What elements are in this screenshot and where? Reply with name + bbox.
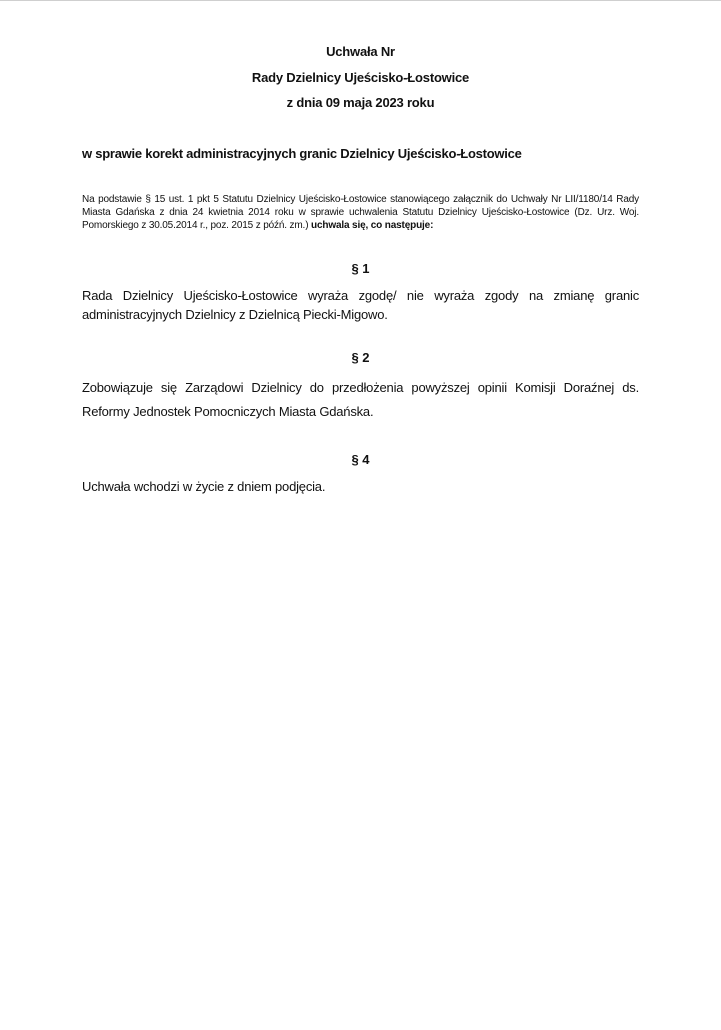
resolution-number-title: Uchwała Nr: [326, 44, 395, 59]
section-4-text: Uchwała wchodzi w życie z dniem podjęcia.: [82, 479, 326, 494]
section-1-text: Rada Dzielnicy Ujeścisko-Łostowice wyraża zgodę/ nie wyraża zgody na zmianę granic administracyjnych Dzielnicy z Dzielnicą Piecki-Migowo.: [82, 288, 639, 322]
section-1-heading: § 1: [351, 261, 370, 276]
legal-basis-enacting-clause: uchwala się, co następuje:: [311, 220, 434, 231]
resolution-date-title: z dnia 09 maja 2023 roku: [286, 95, 435, 110]
section-2-heading: § 2: [351, 350, 370, 365]
section-4-heading: § 4: [351, 452, 370, 467]
section-2-text: Zobowiązuje się Zarządowi Dzielnicy do przedłożenia powyższej opinii Komisji Doraźnej ds. Reformy Jednostek Pomocniczych Miasta Gdańska.: [82, 380, 639, 419]
legal-basis-text: Na podstawie § 15 ust. 1 pkt 5 Statutu Dzielnicy Ujeścisko-Łostowice stanowiącego załącznik do Uchwały Nr LII/1180/14 Rady Miasta Gdańska z dnia 24 kwietnia 2014 roku w sprawie uchwalenia Statutu Dzielnicy Ujeścisko-Łostowice (Dz. Urz. Woj. Pomorskiego z 30.05.2014 r., poz. 2015 z późń. zm.): [82, 194, 639, 231]
council-name-title: Rady Dzielnicy Ujeścisko-Łostowice: [251, 70, 470, 85]
resolution-subject: w sprawie korekt administracyjnych granic Dzielnicy Ujeścisko-Łostowice: [82, 146, 522, 161]
page-top-border: [0, 0, 721, 1]
legal-basis-paragraph: [82, 193, 639, 232]
